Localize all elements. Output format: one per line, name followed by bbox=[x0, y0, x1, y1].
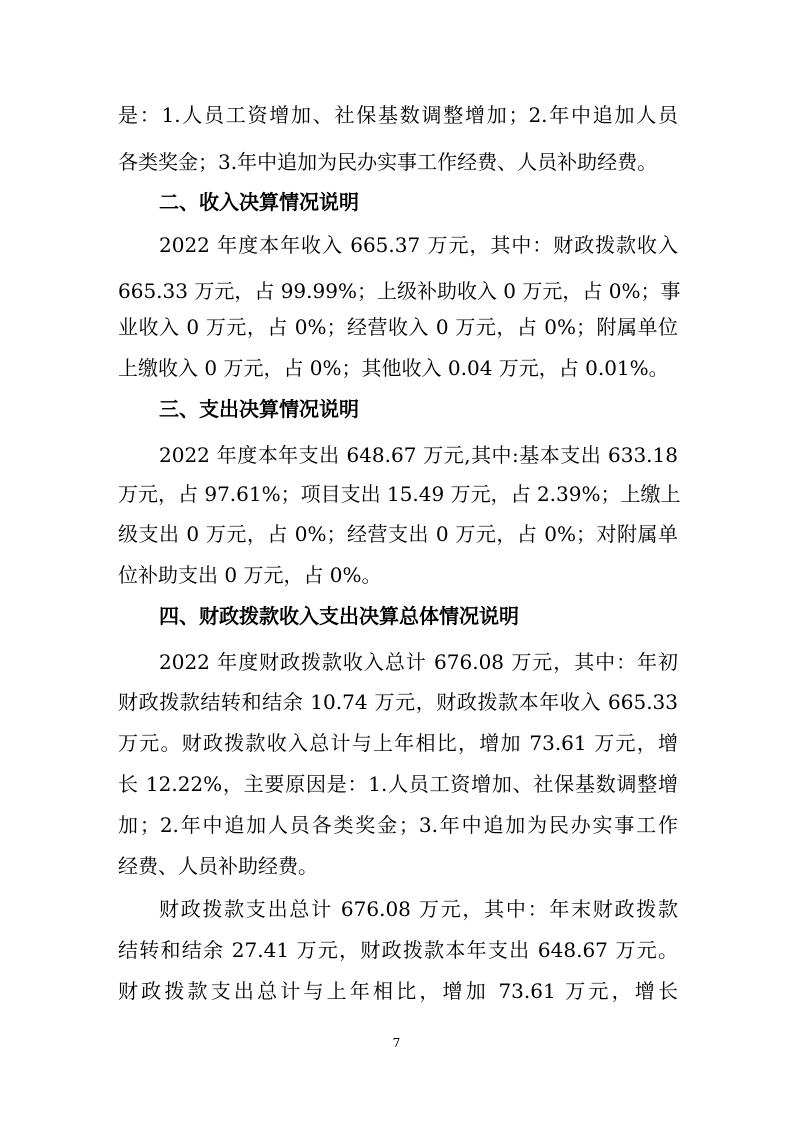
paragraph-line: 上缴收入 0 万元，占 0%；其他收入 0.04 万元，占 0.01%。 bbox=[118, 356, 669, 380]
paragraph-line: 级支出 0 万元，占 0%；经营支出 0 万元，占 0%；对附属单 bbox=[118, 522, 678, 546]
paragraph-line: 结转和结余 27.41 万元，财政拨款本年支出 648.67 万元。 bbox=[118, 938, 678, 962]
paragraph-line: 2022 年度财政拨款收入总计 676.08 万元，其中：年初 bbox=[159, 650, 678, 674]
paragraph-line: 财政拨款支出总计与上年相比，增加 73.61 万元，增长 bbox=[118, 979, 678, 1003]
paragraph-line: 万元。财政拨款收入总计与上年相比，增加 73.61 万元，增 bbox=[118, 731, 678, 755]
paragraph-line: 665.33 万元，占 99.99%；上级补助收入 0 万元，占 0%；事 bbox=[118, 279, 681, 303]
paragraph-line: 财政拨款结转和结余 10.74 万元，财政拨款本年收入 665.33 bbox=[118, 690, 678, 714]
paragraph-line: 是：1.人员工资增加、社保基数调整增加；2.年中追加人员 bbox=[118, 103, 678, 127]
paragraph-line: 加；2.年中追加人员各类奖金；3.年中追加为民办实事工作 bbox=[118, 813, 678, 837]
paragraph-line: 万元，占 97.61%；项目支出 15.49 万元，占 2.39%；上缴上 bbox=[118, 482, 681, 506]
section-heading: 四、财政拨款收入支出决算总体情况说明 bbox=[159, 604, 519, 628]
paragraph-line: 2022 年度本年支出 648.67 万元,其中:基本支出 633.18 bbox=[159, 443, 678, 467]
section-heading: 二、收入决算情况说明 bbox=[159, 190, 359, 214]
paragraph-line: 财政拨款支出总计 676.08 万元，其中：年末财政拨款 bbox=[159, 897, 678, 921]
paragraph-line: 长 12.22%，主要原因是：1.人员工资增加、社保基数调整增 bbox=[118, 772, 678, 796]
paragraph-line: 2022 年度本年收入 665.37 万元，其中：财政拨款收入 bbox=[159, 233, 678, 257]
paragraph-line: 位补助支出 0 万元，占 0%。 bbox=[118, 563, 382, 587]
paragraph-line: 经费、人员补助经费。 bbox=[118, 854, 318, 878]
page-number: 7 bbox=[392, 1036, 401, 1050]
paragraph-line: 各类奖金；3.年中追加为民办实事工作经费、人员补助经费。 bbox=[118, 150, 658, 174]
paragraph-line: 业收入 0 万元，占 0%；经营收入 0 万元，占 0%；附属单位 bbox=[118, 315, 678, 339]
section-heading: 三、支出决算情况说明 bbox=[159, 397, 359, 421]
